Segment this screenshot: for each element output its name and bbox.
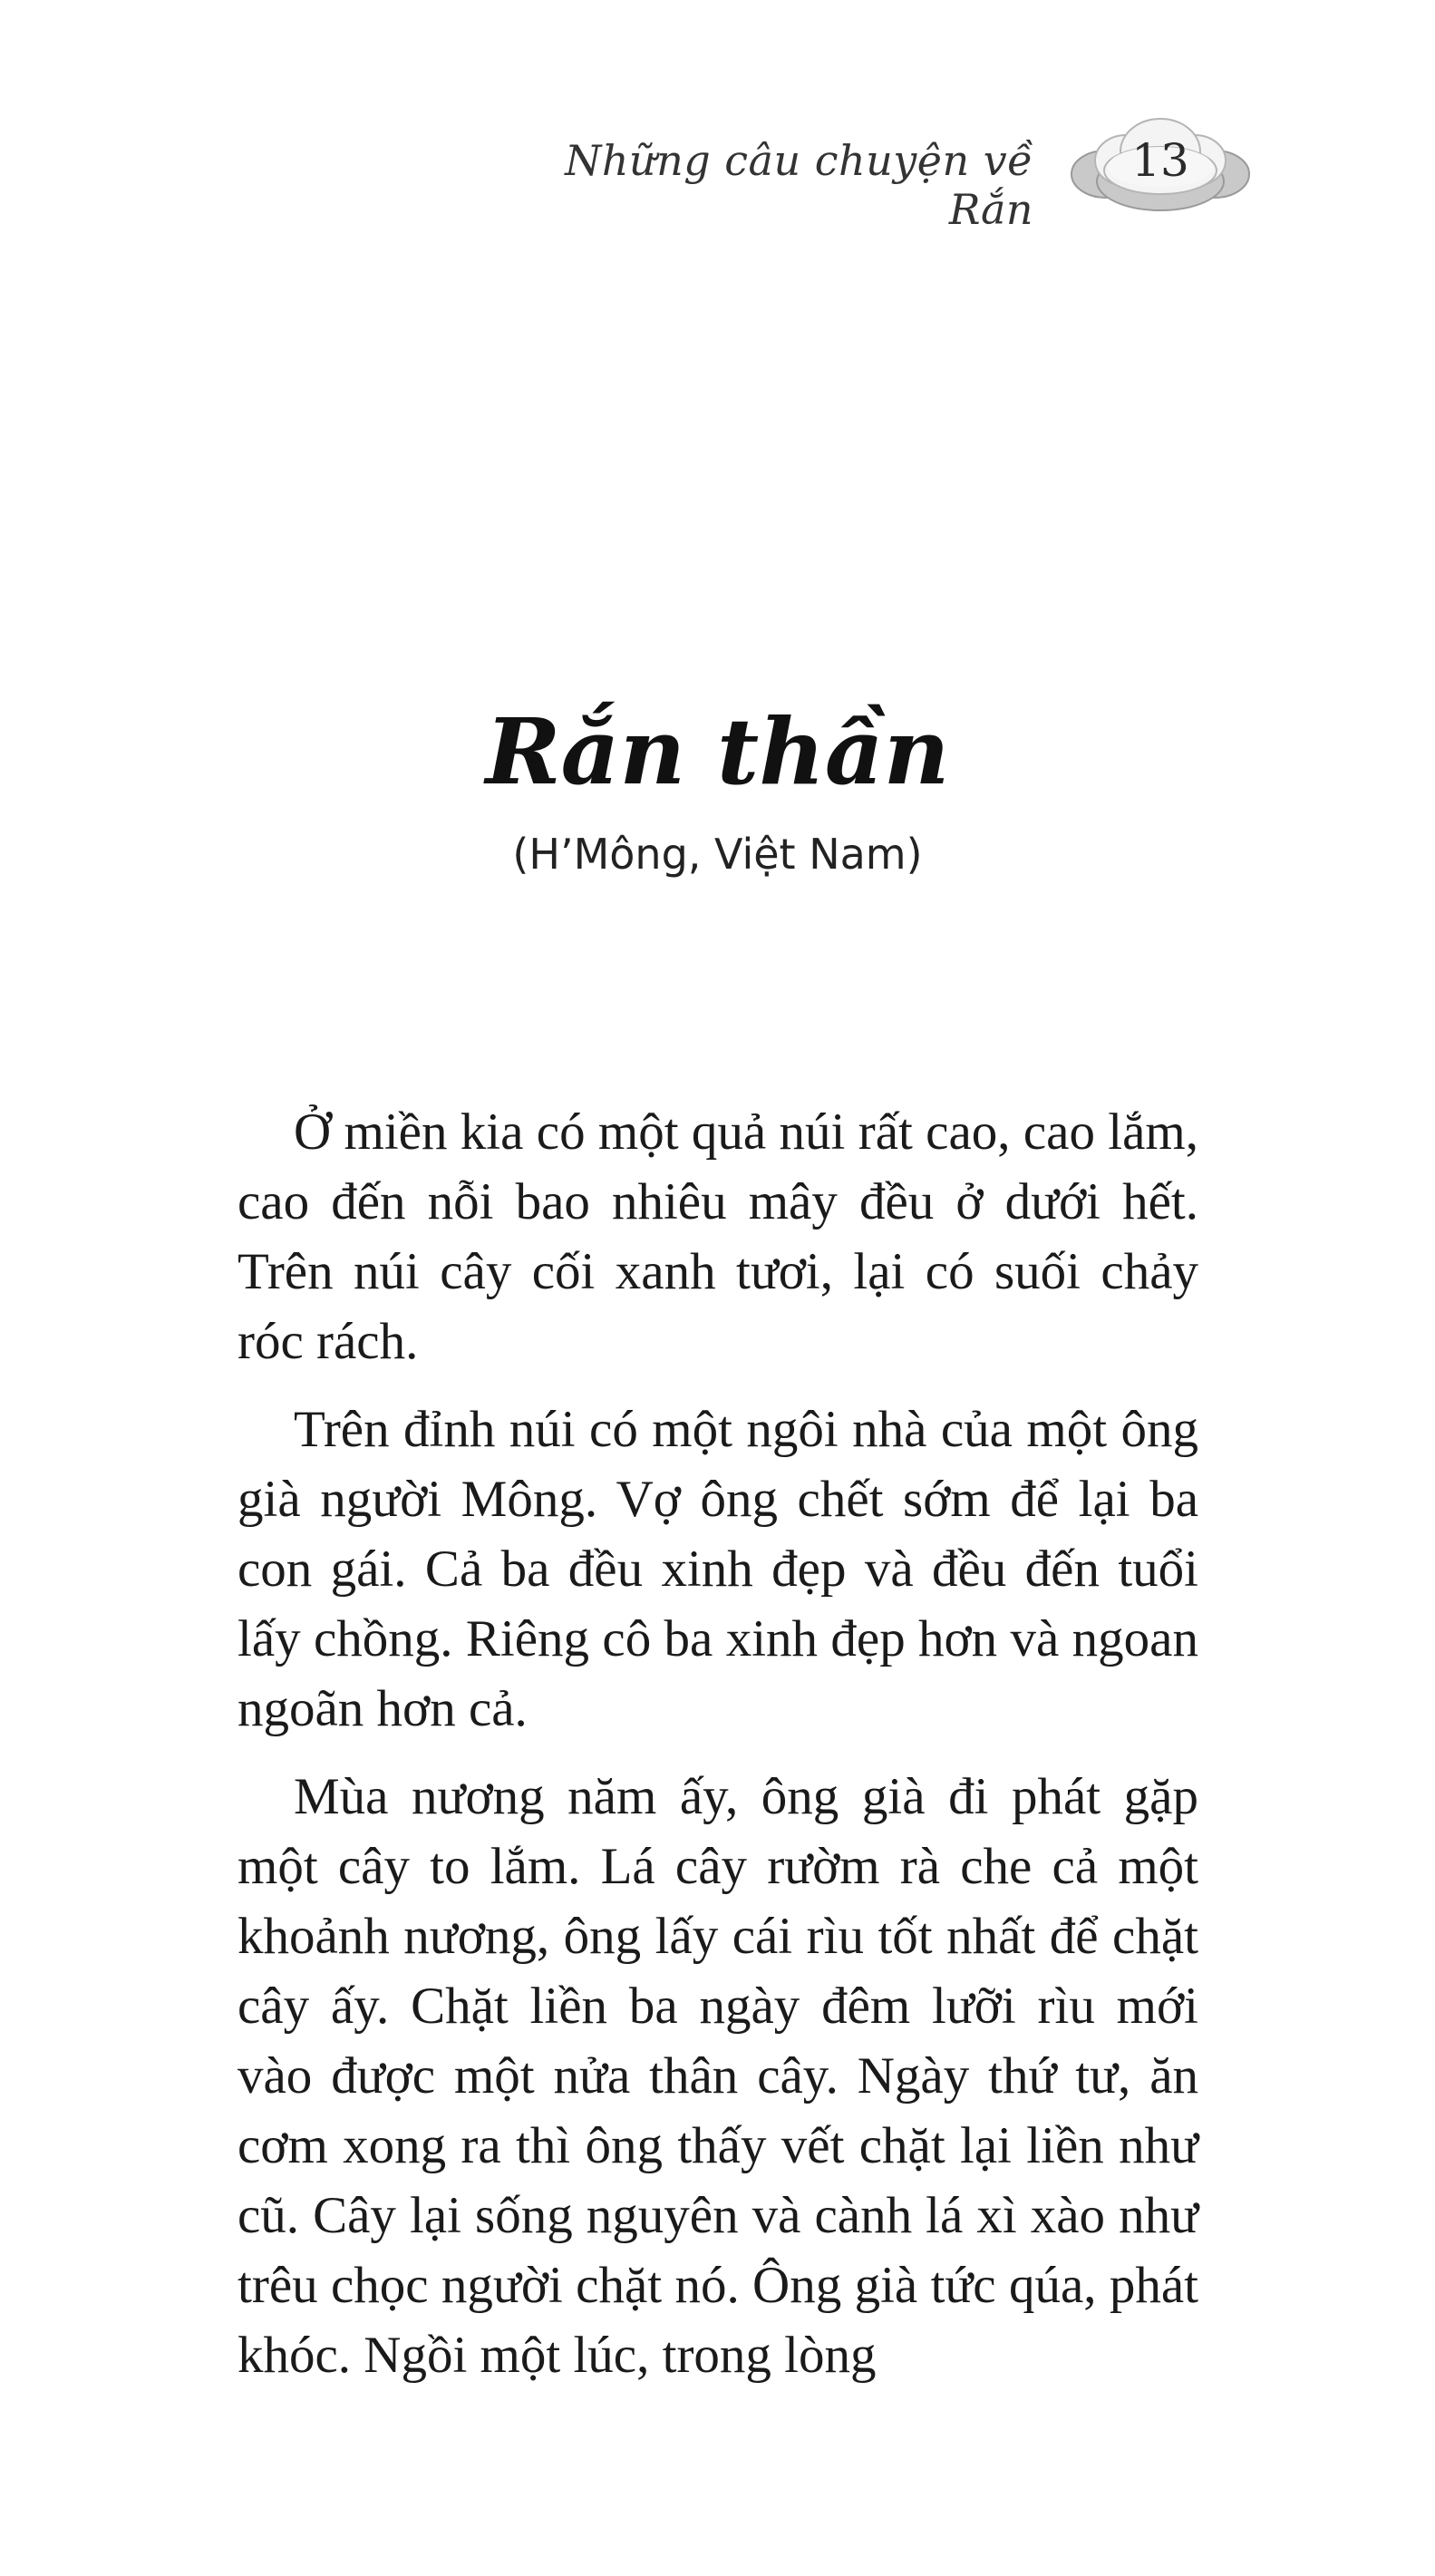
- story-origin: (H’Mông, Việt Nam): [512, 830, 923, 879]
- page-number-badge: [1070, 111, 1251, 219]
- story-body: [238, 1097, 1198, 2408]
- story-title: Rắn thần: [485, 698, 950, 805]
- paragraph: Trên đỉnh núi có một ngôi nhà của một ông già người Mông. Vợ ông chết sớm để lại ba con gái. Cả ba đều xinh đẹp và đều đến tuổi lấy chồng. Riêng cô ba xinh đẹp hơn và ngoan ngoãn hơn cả.: [238, 1401, 1198, 1737]
- running-header-title: Những câu chuyện về Rắn: [565, 136, 1033, 234]
- paragraph: Ở miền kia có một quả núi rất cao, cao lắm, cao đến nỗi bao nhiêu mây đều ở dưới hết. Trên núi cây cối xanh tươi, lại có suối chảy róc rách.: [238, 1103, 1198, 1370]
- page-number: 13: [1131, 134, 1189, 187]
- paragraph: Mùa nương năm ấy, ông già đi phát gặp một cây to lắm. Lá cây rườm rà che cả một khoảnh nương, ông lấy cái rìu tốt nhất để chặt cây ấy. Chặt liền ba ngày đêm lưỡi rìu mới vào được một nửa thân cây. Ngày thứ tư, ăn cơm xong ra thì ông thấy vết chặt lại liền như cũ. Cây lại sống nguyên và cành lá xì xào như trêu chọc người chặt nó. Ông già tức qúa, phát khóc. Ngồi một lúc, trong lòng: [238, 1768, 1198, 2384]
